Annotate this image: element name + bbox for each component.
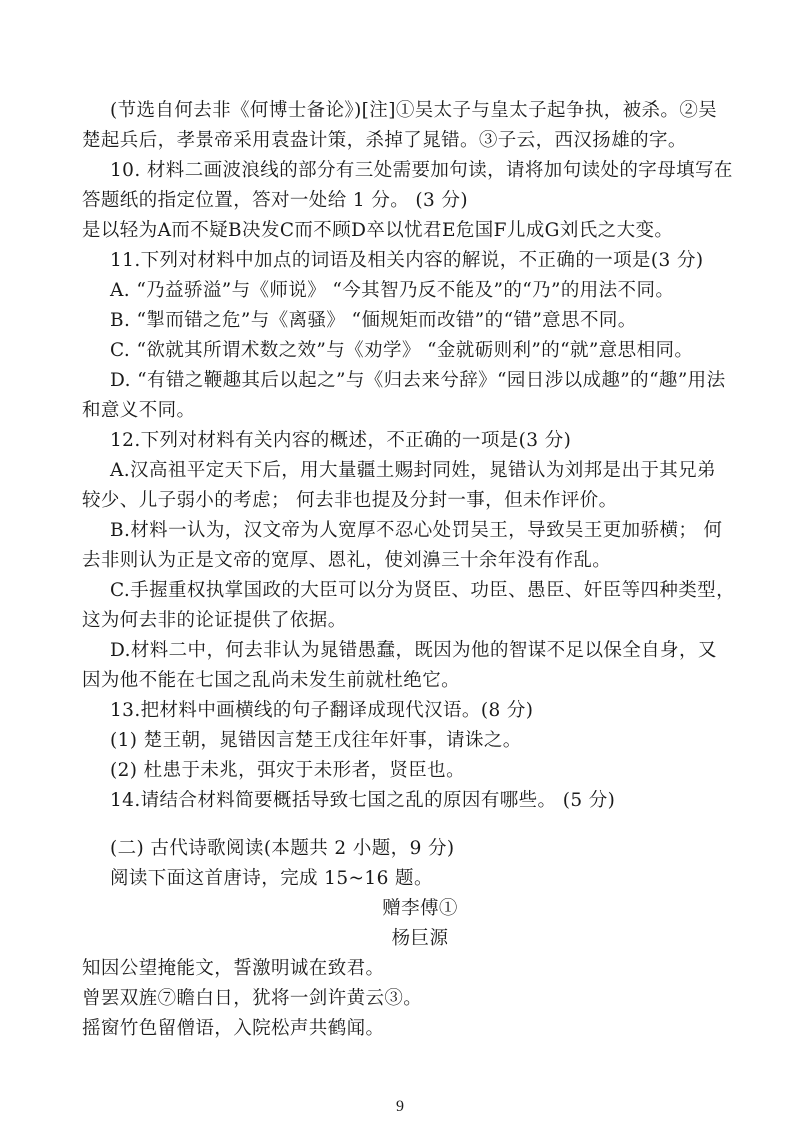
question-12-option-c-line-1: C.手握重权执掌国政的大臣可以分为贤臣、功臣、愚臣、奸臣等四种类型， (110, 580, 735, 601)
question-11-option-d-line-2: 和意义不同。 (82, 400, 196, 421)
question-12-option-a-line-1: A.汉高祖平定天下后，用大量疆土赐封同姓，晁错认为刘邦是出于其兄弟 (110, 460, 716, 481)
question-12-stem: 12.下列对材料有关内容的概述，不正确的一项是(3 分) (110, 430, 572, 451)
question-13-item-1: (1) 楚王朝，晁错因言楚王戊往年奸事，请诛之。 (110, 730, 522, 751)
question-11-option-c: C. “欲就其所谓术数之效”与《劝学》 “金就砺则利”的“就”意思相同。 (110, 340, 694, 361)
poem-line-2: 曾罢双旌⑦瞻白日，犹将一剑许黄云③。 (82, 988, 423, 1009)
question-11-stem: 11.下列对材料中加点的词语及相关内容的解说，不正确的一项是(3 分) (110, 250, 704, 271)
question-12-option-c-line-2: 这为何去非的论证提供了依据。 (82, 610, 347, 631)
question-12-option-b-line-1: B.材料一认为，汉文帝为人宽厚不忍心处罚吴王，导致吴王更加骄横； 何 (110, 520, 723, 541)
question-12-option-b-line-2: 去非则认为正是文帝的宽厚、恩礼，使刘濞三十余年没有作乱。 (82, 550, 612, 571)
note-line-1: (节选自何去非《何博士备论》)[注]①吴太子与皇太子起争执，被杀。②吴 (110, 100, 718, 121)
question-11-option-a: A. “乃益骄溢”与《师说》 “今其智乃反不能及”的“乃”的用法不同。 (110, 280, 675, 301)
question-10-text: 是以轻为A而不疑B决发C而不顾D卒以忧君E危国F儿成G刘氏之大变。 (82, 220, 674, 241)
question-11-option-d-line-1: D. “有错之鞭趣其后以起之”与《归去来兮辞》“园日涉以成趣”的“趣”用法 (110, 370, 726, 391)
poetry-instruction: 阅读下面这首唐诗，完成 15~16 题。 (110, 868, 433, 889)
question-10-line-2: 答题纸的指定位置，答对一处给 1 分。 (3 分) (82, 190, 468, 211)
page-number: 9 (396, 1098, 404, 1115)
question-12-option-a-line-2: 较少、儿子弱小的考虑； 何去非也提及分封一事，但未作评价。 (82, 490, 618, 511)
poem-line-3: 摇窗竹色留僧语，入院松声共鹤闻。 (82, 1018, 385, 1039)
question-13-stem: 13.把材料中画横线的句子翻译成现代汉语。(8 分) (110, 700, 534, 721)
question-10-line-1: 10. 材料二画波浪线的部分有三处需要加句读，请将加句读处的字母填写在 (110, 160, 733, 181)
question-12-option-d-line-1: D.材料二中，何去非认为晁错愚蠢，既因为他的智谋不足以保全自身，又 (110, 640, 717, 661)
question-12-option-d-line-2: 因为他不能在七国之乱尚未发生前就杜绝它。 (82, 670, 461, 691)
question-11-option-b: B. “掣而错之危”与《离骚》 “偭规矩而改错”的“错”意思不同。 (110, 310, 637, 331)
question-13-item-2: (2) 杜患于未兆，弭灾于未形者，贤臣也。 (110, 760, 465, 781)
question-14-stem: 14.请结合材料简要概括导致七国之乱的原因有哪些。 (5 分) (110, 790, 616, 811)
poem-line-1: 知因公望掩能文，誓激明诚在致君。 (82, 958, 385, 979)
poem-author: 杨巨源 (391, 928, 449, 949)
note-line-2: 楚起兵后，孝景帝采用袁盎计策，杀掉了晁错。③子云，西汉扬雄的字。 (82, 130, 687, 151)
poem-title: 赠李傅① (382, 898, 458, 919)
section-heading-poetry: (二) 古代诗歌阅读(本题共 2 小题，9 分) (110, 838, 455, 859)
